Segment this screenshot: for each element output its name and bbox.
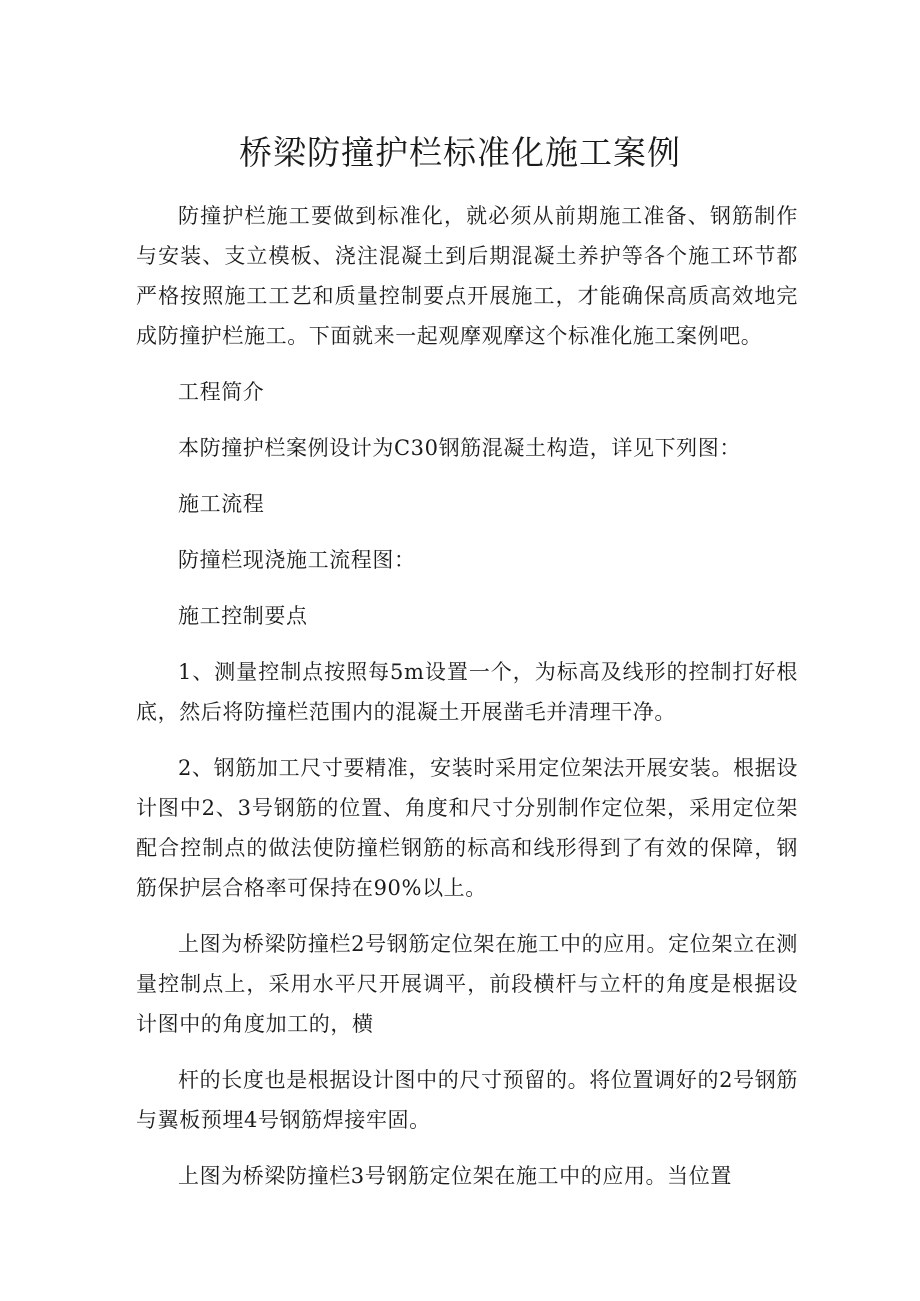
section-heading-control-points: 施工控制要点 bbox=[178, 604, 308, 628]
section-heading-project-overview: 工程简介 bbox=[178, 380, 265, 404]
process-flowchart-caption: 防撞栏现浇施工流程图： bbox=[178, 548, 416, 572]
control-point-2-paragraph: 2、钢筋加工尺寸要精准，安装时采用定位架法开展安装。根据设计图中2、3号钢筋的位置、角度和尺寸分别制作定位架，采用定位架配合控制点的做法使防撞栏钢筋的标高和线形得到了有效的保障，钢筋保护层合格率可保持在90%以上。 bbox=[136, 756, 798, 900]
document-body bbox=[136, 196, 798, 1212]
rebar-2-continuation-paragraph: 杆的长度也是根据设计图中的尺寸预留的。将位置调好的2号钢筋与翼板预埋4号钢筋焊接牢固。 bbox=[136, 1068, 798, 1132]
project-description-paragraph: 本防撞护栏案例设计为C30钢筋混凝土构造，详见下列图： bbox=[178, 436, 741, 460]
rebar-2-positioning-paragraph: 上图为桥梁防撞栏2号钢筋定位架在施工中的应用。定位架立在测量控制点上，采用水平尺开展调平，前段横杆与立杆的角度是根据设计图中的角度加工的，横 bbox=[136, 932, 798, 1036]
rebar-3-positioning-paragraph: 上图为桥梁防撞栏3号钢筋定位架在施工中的应用。当位置 bbox=[178, 1164, 732, 1188]
control-point-1-paragraph: 1、测量控制点按照每5m设置一个，为标高及线形的控制打好根底，然后将防撞栏范围内的混凝土开展凿毛并清理干净。 bbox=[136, 660, 798, 724]
section-heading-construction-process: 施工流程 bbox=[178, 492, 265, 516]
page-title: 桥梁防撞护栏标准化施工案例 bbox=[239, 133, 681, 172]
intro-paragraph: 防撞护栏施工要做到标准化，就必须从前期施工准备、钢筋制作与安装、支立模板、浇注混凝土到后期混凝土养护等各个施工环节都严格按照施工工艺和质量控制要点开展施工，才能确保高质高效地完成防撞护栏施工。下面就来一起观摩观摩这个标准化施工案例吧。 bbox=[136, 204, 798, 348]
